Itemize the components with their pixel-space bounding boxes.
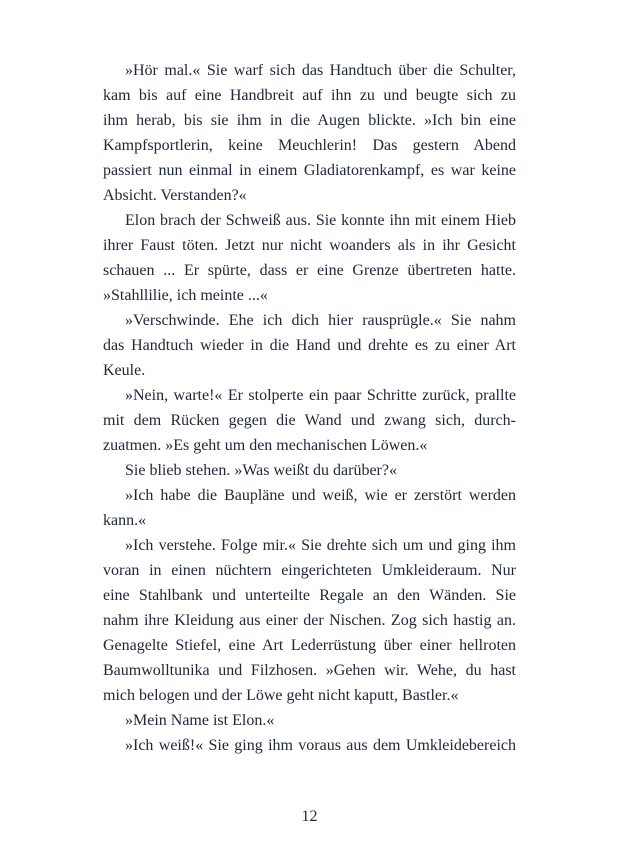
- text-line: »Verschwinde. Ehe ich dich hier rausprügle.« Sie nahm: [125, 312, 516, 329]
- text-line: »Ich weiß!« Sie ging ihm voraus aus dem Umkleidebereich: [125, 737, 516, 754]
- text-line: »Ich habe die Baupläne und weiß, wie er zerstört werden: [125, 487, 516, 504]
- text-line: kann.«: [103, 512, 147, 529]
- text-line: Kampfsportlerin, keine Meuchlerin! Das gestern Abend: [103, 137, 516, 154]
- text-line: voran in einen nüchtern eingerichteten Umkleideraum. Nur: [103, 562, 516, 579]
- text-line: Absicht. Verstanden?«: [103, 187, 247, 204]
- text-line: mich belogen und der Löwe geht nicht kaputt, Bastler.«: [103, 687, 459, 704]
- text-line: Baumwolltunika und Filzhosen. »Gehen wir. Wehe, du hast: [103, 662, 516, 679]
- text-line: Sie blieb stehen. »Was weißt du darüber?«: [125, 462, 397, 479]
- text-line: eine Stahlbank und unterteilte Regale an den Wänden. Sie: [103, 587, 516, 604]
- text-line: »Nein, warte!« Er stolperte ein paar Schritte zurück, prallte: [125, 387, 516, 404]
- text-line: kam bis auf eine Handbreit auf ihn zu und beugte sich zu: [103, 87, 516, 104]
- text-line: Elon brach der Schweiß aus. Sie konnte ihn mit einem Hieb: [125, 212, 516, 229]
- page-text: [103, 58, 516, 758]
- text-line: Genagelte Stiefel, eine Art Lederrüstung über einer hellroten: [103, 637, 516, 654]
- text-line: das Handtuch wieder in die Hand und drehte es zu einer Art: [103, 337, 516, 354]
- text-line: nahm ihre Kleidung aus einer der Nischen. Zog sich hastig an.: [103, 612, 516, 629]
- text-line: »Hör mal.« Sie warf sich das Handtuch über die Schulter,: [125, 62, 516, 79]
- page-number: 12: [301, 808, 318, 825]
- text-line: schauen ... Er spürte, dass er eine Grenze übertreten hatte.: [103, 262, 516, 279]
- text-line: »Mein Name ist Elon.«: [125, 712, 275, 729]
- text-line: ihrer Faust töten. Jetzt nur nicht woanders als in ihr Gesicht: [103, 237, 516, 254]
- text-line: ihm herab, bis sie ihm in die Augen blickte. »Ich bin eine: [103, 112, 516, 129]
- text-line: »Stahllilie, ich meinte ...«: [103, 287, 268, 304]
- text-line: »Ich verstehe. Folge mir.« Sie drehte sich um und ging ihm: [125, 537, 516, 554]
- text-line: Keule.: [103, 362, 146, 379]
- text-line: mit dem Rücken gegen die Wand und zwang sich, durch-: [103, 412, 516, 429]
- text-line: passiert nun einmal in einem Gladiatorenkampf, es war keine: [103, 162, 516, 179]
- text-line: zuatmen. »Es geht um den mechanischen Löwen.«: [103, 437, 428, 454]
